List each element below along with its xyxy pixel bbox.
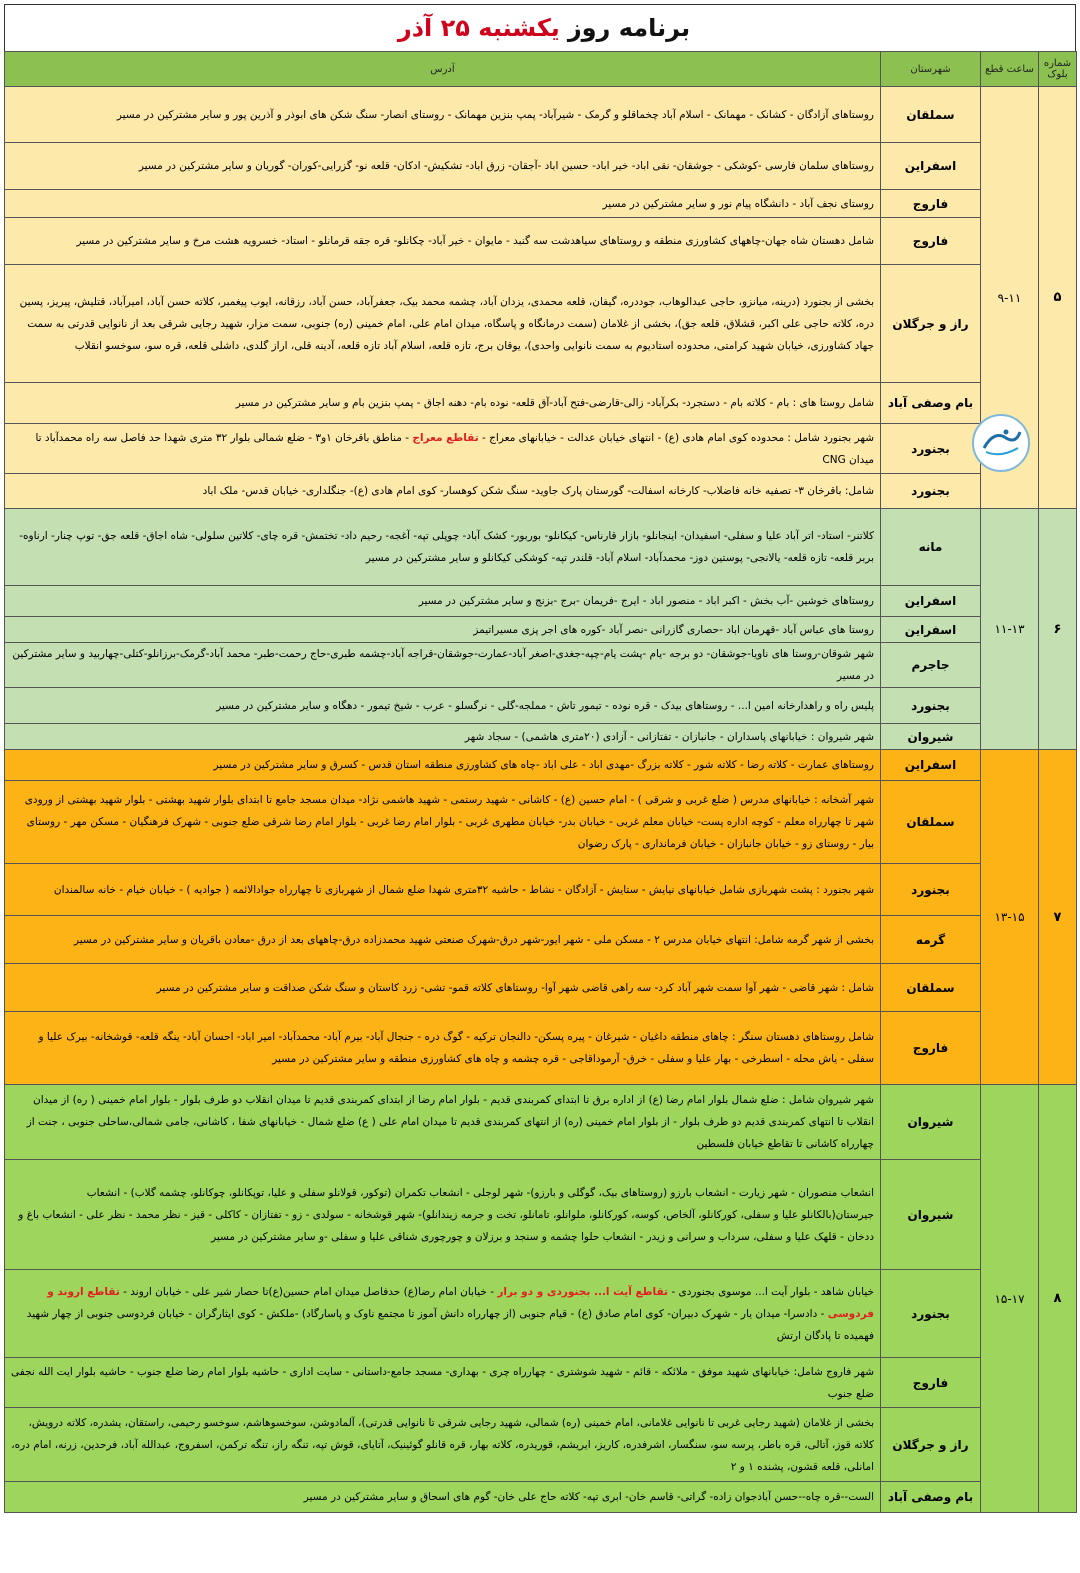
city-cell: فاروج [881, 1012, 981, 1085]
address-text: کلاتنر- استاد- اتر آباد علیا و سفلی- اسفیدان- اینجانلو- بازار قارناس- کیکانلو- بوربور- کشک آباد- چوپلی تپه- آغجه- رحیم داد- تختمش- قره چای- کلاتین سلولی- شاه اجاق- قلعه جق- توپ چنار- ارناوه- بربر قلعه- تازه قلعه- یالانجی- پوستین دوز- محمدآباد- اسلام آباد- قلندر تپه- کوشکی کیکانلو و سایر مشترکین در مسیر [19, 530, 874, 564]
block-number: ۸ [1039, 1085, 1077, 1513]
table-header-row [5, 52, 1077, 87]
company-seal-icon [972, 414, 1030, 472]
address-cell [5, 617, 881, 643]
address-text: شامل روستاهای دهستان سنگر : چاهای منطقه داغیان - شیرغان - پیره پسکن- دالنجان ترکیه - گوگ دره - جنجال آباد- بیرم آباد- محمدآباد- امیر اباد- احسان آباد- ینگه قلعه- قوشخانه- بیرک علیا و سفلی - یاش محله - اسطرخی - بهار علیا و سفلی - خرق- آرموداقاجی - قره چشمه و چاه های کشاورزی منطقه و سایر مشترکین در مسیر [38, 1031, 874, 1065]
address-text: روستاهای عمارت - کلاته رضا - کلاته شور - کلاته بزرگ -مهدی اباد - علی اباد -چاه های کشاورزی منطقه استان قدس - کسرق و سایر مشترکین در مسیر [213, 759, 874, 771]
address-cell [5, 781, 881, 864]
address-text: بخشی از بجنورد (درینه، میانزو، حاجی عبدالوهاب، جوددره، گیفان، قلعه محمدی، یزدان آباد، چشمه محمد بیک، جعفرآباد، حسن آباد، رزقانه، ایوب پیغمبر، کلاته حسن آباد، امیرآباد، قتلیش، پیریز، پسین دره، کلاته حاجی علی اکبر، قشلاق، قلعه جق)، بخشی از غلامان (سمت درمانگاه و پاسگاه، میدان امام علی، امام خمینی (ره) جنوبی، سمت مزار، شهید رجایی شرقی بعد از نانوایی قدرتی به سمت جهاد کشاورزی، خیابان شهید کرامتی، محدوده استادیوم به سمت نانوایی واحدی)، یوقان برج، تازه قلعه، اسلام آباد تازه قلعه، آدینه قلی، اراز گلدی، داشلی قلعه، قره سو، سوخسو انقلاب [19, 295, 874, 352]
address-cell [5, 750, 881, 781]
table-row [5, 688, 1077, 724]
table-row [5, 964, 1077, 1012]
address-cell [5, 1358, 881, 1408]
address-cell [5, 265, 881, 383]
city-cell: گرمه [881, 916, 981, 964]
city-cell: فاروج [881, 190, 981, 218]
address-cell [5, 383, 881, 424]
address-cell [5, 1012, 881, 1085]
address-text: شامل: باقرخان ۳- تصفیه خانه فاضلاب- کارخانه اسفالت- گورستان پارک جاوید- سنگ شکن کوهسار- کوی امام هادی (ع)- جنگلداری- خیابان قدس- ملک اباد [202, 485, 874, 497]
address-text: شامل روستا های : بام - کلاته بام - دستجرد- بکرآباد- زالی-قارضی-فتح آباد-آق قلعه- نوده بام- دهنه اجاق - پمپ بنزین بام و سایر مشترکین در مسیر [235, 397, 874, 409]
address-text: روستا های عباس آباد -قهرمان اباد -حصاری گازرانی -نصر آباد -کوره های اجر پزی مسیراتیمز [473, 623, 874, 636]
header-city: شهرستان [881, 52, 981, 87]
address-text: شهر بجنورد شامل : محدوده کوی امام هادی (ع) - انتهای خیابان عدالت - خیابانهای معراج - [482, 431, 874, 444]
city-cell: بجنورد [881, 864, 981, 916]
page-title [4, 4, 1076, 51]
outage-time: ۹-۱۱ [981, 87, 1039, 509]
table-row [5, 509, 1077, 586]
table-row [5, 190, 1077, 218]
table-row [5, 750, 1077, 781]
city-cell: مانه [881, 509, 981, 586]
city-cell: فاروج [881, 1358, 981, 1408]
table-row [5, 617, 1077, 643]
address-text: شامل دهستان شاه جهان-چاههای کشاورزی منطقه و روستاهای سیاهدشت سه گنبد - مایوان - خیر آباد- چکانلو- قره جقه قرمانلو - استاد- خسرویه هشت مرخ و سایر مشترکین در مسیر [76, 235, 874, 247]
address-cell [5, 586, 881, 617]
city-cell: بجنورد [881, 688, 981, 724]
address-cell [5, 916, 881, 964]
table-row [5, 1358, 1077, 1408]
address-cell [5, 190, 881, 218]
address-text: - دادسرا- میدان یار - شهرک دبیران- کوی امام صادق (ع) - قیام جنوبی (از چهارراه دانش آموز تا مجتمع ناوک و پاسارگاد) -ملکش - کوی ایثارگران - خیابان فردوسی جنوبی از چهار شهید فهمیده تا پادگان ارتش [26, 1307, 874, 1342]
address-text: الست--قره چاه--حسن آبادجوان زاده- گراتی- قاسم خان- ابری تپه- کلاته حاج علی خان- گوم های اسحاق و سایر مشترکین در مسیر [303, 1491, 874, 1503]
address-cell [5, 87, 881, 143]
address-cell [5, 424, 881, 474]
address-cell [5, 1482, 881, 1513]
outage-time: ۱۱-۱۳ [981, 509, 1039, 750]
block-number: ۷ [1039, 750, 1077, 1085]
address-text: روستاهای سلمان فارسی -کوشکی - جوشقان- نقی اباد- خیر اباد- حسین اباد -آجقان- زرق اباد- تشکیش- ادکان- قلعه نو- گزرایی-کوران- گوریان و سایر مشترکین در مسیر [138, 160, 874, 172]
table-row [5, 1270, 1077, 1358]
address-text: - مناطق باقرخان ۱و۳ - ضلع شمالی بلوار ۳۲ متری شهدا حد فاصل سه راه محمدآباد تا میدان CNG [35, 431, 874, 466]
city-cell: راز و جرگلان [881, 265, 981, 383]
address-cell [5, 724, 881, 750]
address-cell [5, 509, 881, 586]
table-row [5, 265, 1077, 383]
address-cell [5, 864, 881, 916]
city-cell: جاجرم [881, 643, 981, 688]
address-cell [5, 143, 881, 190]
address-text: - خیابان امام رضا(ع) حدفاصل میدان امام حسین(ع)تا حصار شیر علی - خیابان اروند - [123, 1285, 494, 1298]
header-block: شماره بلوک [1039, 52, 1077, 87]
address-cell [5, 1085, 881, 1160]
outage-time: ۱۵-۱۷ [981, 1085, 1039, 1513]
block-number: ۶ [1039, 509, 1077, 750]
table-row [5, 724, 1077, 750]
header-address: آدرس [5, 52, 881, 87]
address-text: شهر آشخانه : خیابانهای مدرس ( ضلع غربی و شرقی ) - امام حسین (ع) - کاشانی - شهید رستمی - شهید هاشمی نژاد- میدان مسجد جامع تا ابتدای بلوار شهید بهشتی - بلوار شهید بهشتی از ورودی شهر تا چهارراه معلم - کوچه اداره پست- خیابان معلم غربی - خیابان بدر- خیابان مطهری غربی - بلوار امام رضا غربی - بلوار امام رضا شرقی ضلع جنوبی - شهرک فرهنگیان - مسکن مهر - روستای بیار - روستای زو - خیابان جانبازان - خیابان فرمانداری - پارک رضوان [24, 794, 874, 850]
city-cell: بجنورد [881, 1270, 981, 1358]
city-cell: سملقان [881, 781, 981, 864]
table-row [5, 1408, 1077, 1482]
table-body [5, 87, 1077, 1513]
table-row [5, 87, 1077, 143]
city-cell: فاروج [881, 218, 981, 265]
address-cell [5, 1270, 881, 1358]
table-row [5, 864, 1077, 916]
address-cell [5, 688, 881, 724]
table-row [5, 586, 1077, 617]
table-row [5, 218, 1077, 265]
table-row [5, 643, 1077, 688]
table-row [5, 781, 1077, 864]
table-row [5, 424, 1077, 474]
title-day: یکشنبه ۲۵ آذر [397, 14, 560, 42]
city-cell: بام وصفی آباد [881, 383, 981, 424]
address-text: شهر بجنورد : پشت شهربازی شامل خیابانهای نیایش - ستایش - آزادگان - نشاط - حاشیه ۳۲متری شهدا ضلع شمال از شهربازی تا چهارراه جوادالائمه ( جوادیه ) - خیابان خیام - خانه سالمندان [53, 883, 874, 896]
city-cell: اسفراین [881, 617, 981, 643]
city-cell: بجنورد [881, 474, 981, 509]
block-number: ۵ [1039, 87, 1077, 509]
table-row [5, 916, 1077, 964]
title-prefix: برنامه روز [567, 14, 691, 42]
table-row [5, 383, 1077, 424]
address-text: شامل : شهر قاضی - شهر آوا سمت شهر آباد کرد- سه راهی قاضی شهر آوا- روستاهای کلاته قمو- تشی- زرد کاستان و سنگ شکن صداقت و سایر مشترکین در مسیر [156, 981, 874, 994]
city-cell: بام وصفی آباد [881, 1482, 981, 1513]
address-cell [5, 1160, 881, 1270]
city-cell: شیروان [881, 1085, 981, 1160]
table-row [5, 143, 1077, 190]
table-row [5, 474, 1077, 509]
table-row [5, 1482, 1077, 1513]
header-time: ساعت قطع [981, 52, 1039, 87]
table-row [5, 1012, 1077, 1085]
address-cell [5, 218, 881, 265]
city-cell: شیروان [881, 724, 981, 750]
city-cell: اسفراین [881, 586, 981, 617]
address-text: انشعاب منصوران - شهر زیارت - انشعاب بارزو (روستاهای بیک، گوگلی و بارزو)- شهر لوجلی - انشعاب تکمران (توکور، قولانلو سفلی و علیا، توپکانلو، چوکانلو، چشمه گلاب) - انشعاب جیرستان(بالکانلو علیا و سفلی، کورکانلو، آلخاص، کوسه، کورکانلو، ملوانلو، تامانلو، تخت و جرمه زیندانلو)- شهر قوشخانه - سولدی - زو - تفتازان - کاکلی - قیز - نظر محمد - نظر علی - انشعاب باغ و ددخان - قلهک علیا و سفلی، سرداب و سرانی و زیدر - انشعاب حلوا چشمه و سنجد و برزلان و چورچوری شناقی علیا و سفلی -و سایر مشترکین در مسیر [18, 1186, 874, 1243]
address-cell [5, 643, 881, 688]
address-text: خیابان شاهد - بلوار آیت ا... موسوی بجنوردی - [671, 1285, 874, 1298]
address-text: پلیس راه و راهدارخانه امین ا... - روستاهای بیدک - قره نوده - تیمور تاش - مملجه-گلی - نرگسلو - عرب - شیخ تیمور - دهگاه و سایر مشترکین در مسیر [216, 699, 874, 712]
city-cell: سملقان [881, 964, 981, 1012]
address-text: بخشی از غلامان (شهید رجایی غربی تا نانوایی غلامانی، امام خمینی (ره) شمالی، شهید رجایی شرقی تا نانوایی قدرتی)، آلمادوشن، سوخسوهاشم، سوخسو رحیمی، راستقان، یشدره، کلاته درویش، کلاته قوز، آتالی، قره باطر، پرسه سو، سنگسار، اشرفدره، کاریز، ایریشم، قوریدره، کلاته بهار، قره قانلو گوئینیک، آتایای، قوش تپه، تنگه راز، تنگه ترکمن، اسفروج، عبدالله آباد، فرحدین، زرنه، امام دره، امانلی، قلعه قشون، پشنده ۱ و ۲ [11, 1416, 874, 1473]
table-row [5, 1160, 1077, 1270]
address-text: روستای نجف آباد - دانشگاه پیام نور و سایر مشترکین در مسیر [602, 197, 874, 210]
outage-table [4, 51, 1077, 1513]
address-cell [5, 1408, 881, 1482]
city-cell: سملقان [881, 87, 981, 143]
address-cell [5, 474, 881, 509]
address-text: شهر شیروان : خیابانهای پاسداران - جانبازان - تفتازانی - آزادی (۲۰متری هاشمی) - سجاد شهر [464, 730, 874, 743]
highlight-text: تقاطع آیت ا... بجنوردی و دو برار [497, 1285, 668, 1298]
address-cell [5, 964, 881, 1012]
outage-time: ۱۳-۱۵ [981, 750, 1039, 1085]
schedule-page [4, 4, 1076, 1513]
address-text: روستاهای آزادگان - کشانک - مهمانک - اسلام آباد چخماقلو و گرمک - شیرآباد- پمپ بنزین مهمانک - روستای انصار- سنگ شکن های ابوذر و آذرین پور و سایر مشترکین در مسیر [116, 108, 874, 121]
city-cell: اسفراین [881, 750, 981, 781]
highlight-text: تقاطع اروند و فردوسی [47, 1285, 874, 1320]
table-row [5, 1085, 1077, 1160]
highlight-text: تقاطع معراج [412, 431, 479, 444]
city-cell: بجنورد [881, 424, 981, 474]
address-text: روستاهای خوشین -آب بخش - اکبر اباد - منصور اباد - ایرج -فریمان -برج -بزنج و سایر مشترکین در مسیر [418, 595, 874, 607]
city-cell: راز و جرگلان [881, 1408, 981, 1482]
address-text: شهر فاروج شامل: خیابانهای شهید موفق - ملائکه - قائم - شهید شوشتری - چهارراه چری - بهداری- مسجد جامع-داستانی - سایت اداری - حاشیه بلوار امام رضا ضلع جنوب - حاشیه بلوار ایت الله نجفی ضلع جنوب [11, 1365, 874, 1400]
address-text: شهر شوقان-روستا های ناویا-جوشقان- دو برجه -یام -پشت یام-چپه-جغدی-اصغر آباد-عمارت-جوشقان-قراجه آباد-چشمه طبری-حاج رحمت-طبر- محمد آباد-گرمک-برزانلو-کتلی-چهاربید و سایر مشترکین در مسیر [12, 648, 874, 682]
city-cell: اسفراین [881, 143, 981, 190]
city-cell: شیروان [881, 1160, 981, 1270]
address-text: بخشی از شهر گرمه شامل: انتهای خیابان مدرس ۲ - مسکن ملی - شهر ایور-شهر درق-شهرک صنعتی شهید محمدزاده درق-چاههای بعد از درق -معادن باقریان و سایر مشترکین در مسیر [73, 933, 874, 946]
address-text: شهر شیروان شامل : ضلع شمال بلوار امام رضا (ع) از اداره برق تا ابتدای کمربندی قدیم - بلوار امام رضا از ابتدای کمربندی قدیم تا میدان انقلاب دو طرف بلوار - بلوار امام خمینی ( ره) از میدان انقلاب تا انتهای کمربندی قدیم دو طرف بلوار - از بلوار امام خمینی (ره) از انتهای کمربندی قدیم تا میدان امام علی ( ع) ضلع شمال - خیابانهای شفا ، کاشانی، جامی شمالی،ساحلی جنوبی ، جنت از چهارراه کاشانی تا تقاطع خیابان فلسطین [26, 1094, 874, 1150]
